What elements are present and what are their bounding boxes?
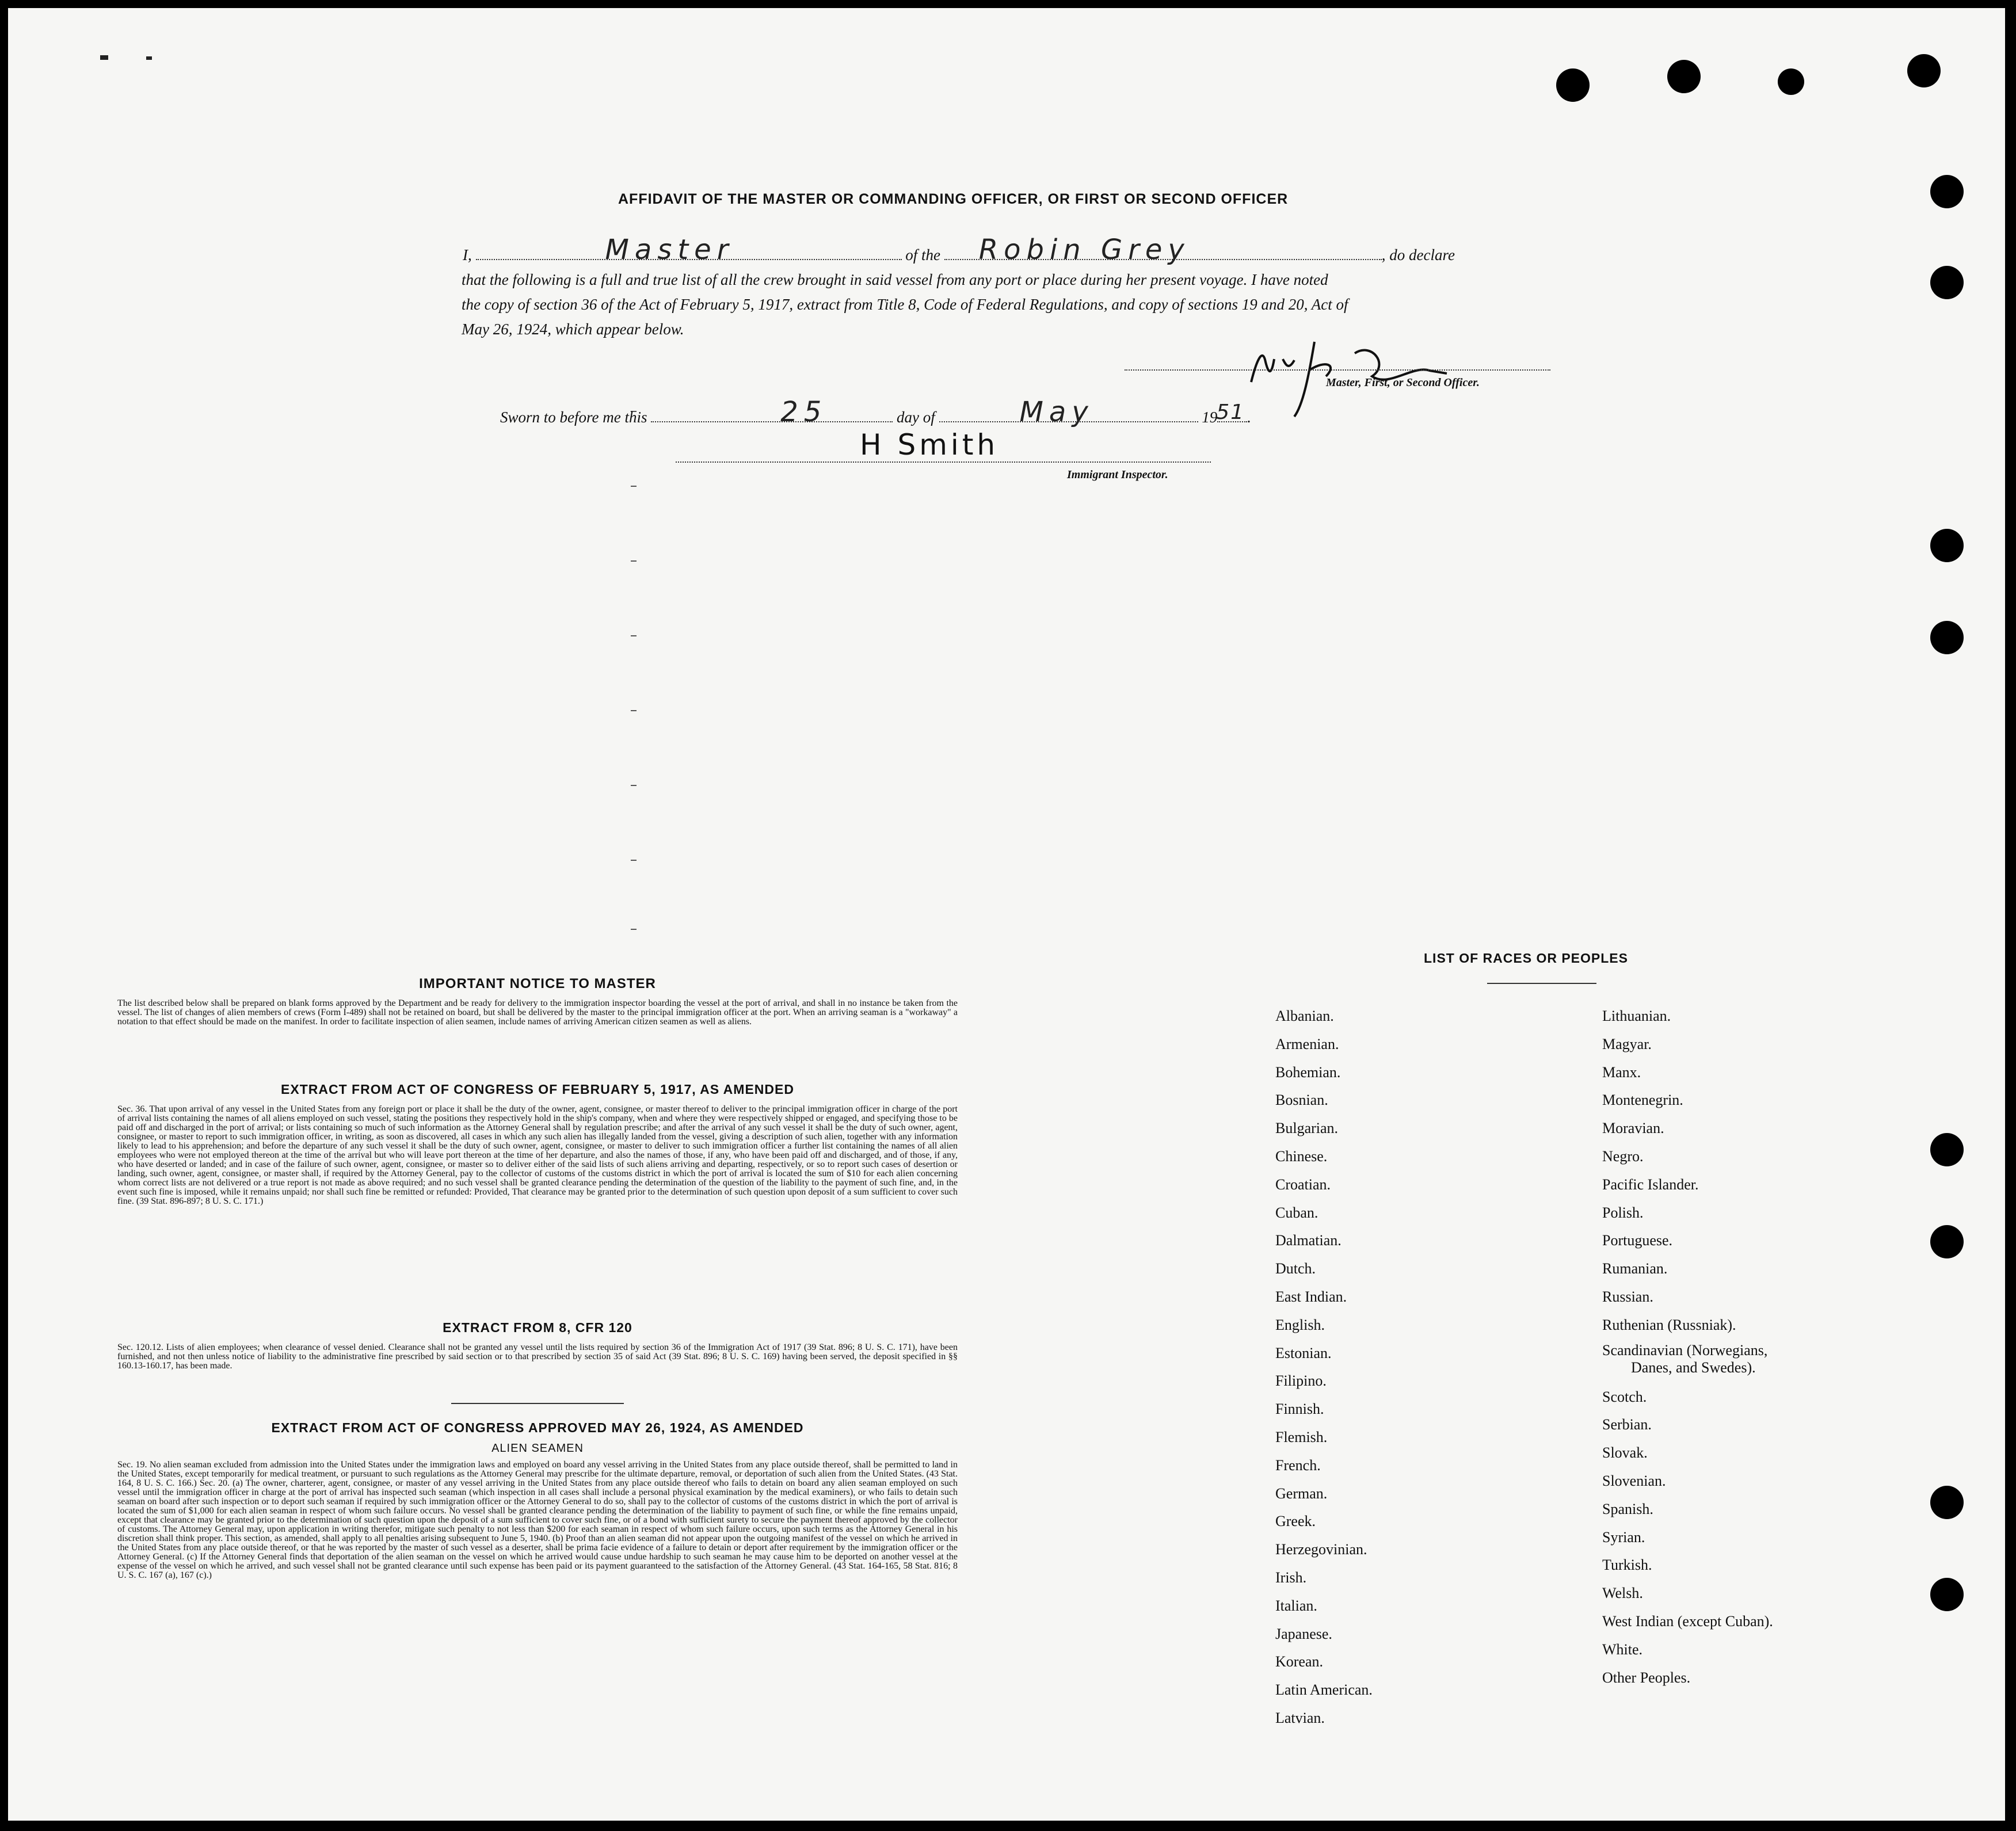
race-item: Manx.: [1602, 1063, 1641, 1081]
race-item: Korean.: [1275, 1653, 1324, 1670]
race-item: Montenegrin.: [1602, 1092, 1683, 1109]
race-item: Portuguese.: [1602, 1232, 1673, 1249]
cfr-120-title: EXTRACT FROM 8, CFR 120: [443, 1320, 632, 1335]
race-item: Slovenian.: [1602, 1472, 1666, 1489]
sworn-day-field[interactable]: [651, 396, 893, 428]
race-item: Irish.: [1275, 1569, 1307, 1586]
i-label: I,: [463, 246, 472, 264]
sworn-month-handwriting: May: [1019, 396, 1094, 428]
extract-1917-text: Sec. 36. That upon arrival of any vessel in the United States from any foreign port or place it shall be the duty of the owner, agent, consignee, or master thereof to deliver to the principal immigration officer in charge of the port of arrival lists containing the names of all aliens employed on such vessel, stating the positions they respectively hold in the ship's company, when and where they were respectively shipped or engaged, and specifying those to be paid off and discharged in the port of arrival; or lists containing so much of such information as the Attorney General shall by regulation prescribe; and after the arrival of any such vessel it shall be the duty of such owner, agent, consignee, or master to report to such immigration officer, in writing, as soon as discovered, all cases in which any such alien has illegally landed from the vessel, giving a description of such alien, together with any information likely to lead to his apprehension; and before the departure of any such vessel it shall be the duty of such owner, agent, consignee, or master to deliver to such immigration officer a further list containing the names of all alien employees who were not employed thereon at the time of the arrival but who will leave port thereon at the time of her departure, and also the names of those, if any, who have been paid off and discharged, and of those, if any, who have deserted or landed; and in case of the failure of such owner, agent, consignee, or master so to deliver either of the said lists of such aliens arriving and departing, respectively, or so to report such cases of desertion or landing, such owner, agent, consignee, or master shall, if required by the Attorney General, pay to the collector of customs of the customs district in which the port of arrival is located the sum of $10 for each alien concerning whom correct lists are not delivered or a true report is not made as above required; and no such vessel shall be granted clearance pending the determination of the question of the liability to the payment of such fine, and, in the event such fine is imposed, while it remains unpaid; nor shall such fine be remitted or refunded: Provided, That clearance may be granted prior to the determination of such question upon deposit of a sum sufficient to cover such fine. (39 Stat. 896-897; 8 U. S. C. 171.): [117, 1104, 958, 1206]
punch-hole: [1556, 68, 1590, 102]
document-page: [8, 8, 2005, 1821]
extract-1924-title: EXTRACT FROM ACT OF CONGRESS APPROVED MAY 26, 1924, AS AMENDED: [271, 1420, 804, 1435]
punch-hole: [1667, 60, 1701, 93]
master-name-field[interactable]: [476, 234, 902, 266]
master-signature: [1240, 307, 1504, 422]
race-item: West Indian (except Cuban).: [1602, 1612, 1773, 1630]
race-item: Spanish.: [1602, 1500, 1653, 1517]
punch-hole: [1907, 54, 1941, 87]
sworn-year-field[interactable]: [1216, 400, 1247, 424]
race-item: Greek.: [1275, 1513, 1316, 1530]
race-item: English.: [1275, 1316, 1325, 1333]
race-item: Ruthenian (Russniak).: [1602, 1316, 1736, 1333]
sworn-line: [500, 396, 1251, 430]
race-item: Dutch.: [1275, 1260, 1316, 1277]
inspector-signature-line: [676, 461, 1211, 463]
master-signature-caption: Master, First, or Second Officer.: [1326, 376, 1480, 389]
inspector-caption: Immigrant Inspector.: [1067, 468, 1168, 481]
races-left-column: [1275, 1002, 1373, 1733]
margin-dash: [631, 486, 637, 487]
race-item: Estonian.: [1275, 1344, 1332, 1361]
affidavit-title: AFFIDAVIT OF THE MASTER OR COMMANDING OFFICER, OR FIRST OR SECOND OFFICER: [618, 191, 1289, 207]
race-item: Flemish.: [1275, 1428, 1328, 1445]
race-item: Pacific Islander.: [1602, 1176, 1699, 1193]
vessel-name-field[interactable]: [944, 234, 1382, 266]
margin-dash: [631, 560, 637, 562]
race-item: Slovak.: [1602, 1444, 1648, 1462]
punch-hole: [1930, 1133, 1964, 1166]
race-item: Serbian.: [1602, 1416, 1652, 1433]
race-item: Lithuanian.: [1602, 1008, 1671, 1024]
day-of-label: day of: [897, 409, 935, 426]
race-item: Magyar.: [1602, 1035, 1652, 1052]
race-item: Bosnian.: [1275, 1092, 1328, 1109]
cfr-120-text: Sec. 120.12. Lists of alien employees; when clearance of vessel denied. Clearance shall not be granted any vessel until the lists required by section 36 of the Immigration Act of 1917 (39 Stat. 896; 8 U. S. C. 171), have been furnished, and not then unless notice of liability to the administrative fine prescribed by said section or to that prescribed by section 35 of said Act (39 Stat. 896; 8 U. S. C. 169) having been served, the deposit specified in §§ 160.13-160.17, has been made.: [117, 1342, 958, 1371]
race-item: Italian.: [1275, 1597, 1317, 1614]
race-item: Croatian.: [1275, 1176, 1331, 1193]
race-item: Cuban.: [1275, 1204, 1318, 1221]
scan-mark: [100, 55, 108, 60]
extract-1924-subtitle: ALIEN SEAMEN: [491, 1442, 584, 1455]
punch-hole: [1930, 1578, 1964, 1611]
race-item: Bulgarian.: [1275, 1120, 1339, 1137]
race-item: Chinese.: [1275, 1147, 1328, 1165]
race-item: Scotch.: [1602, 1388, 1647, 1405]
race-item: Russian.: [1602, 1288, 1653, 1305]
race-item: Armenian.: [1275, 1035, 1339, 1052]
race-item: German.: [1275, 1485, 1328, 1502]
race-item: Bohemian.: [1275, 1063, 1341, 1081]
do-declare-label: , do declare: [1381, 246, 1455, 264]
notice-text: The list described below shall be prepared on blank forms approved by the Department and be ready for delivery to the immigration inspector boarding the vessel at the port of arrival, and shall in no instance be taken from the vessel. The list of changes of alien members of crews (Form I-489) shall not be retained on board, but shall be delivered by the master to the principal immigration officer at the port. When an arriving seaman is a "workaway" a notation to that effect should be made on the manifest. In order to facilitate inspection of alien seamen, include names of arriving American citizen seamen as well as aliens.: [117, 998, 958, 1027]
year-prefix: 19: [1202, 409, 1218, 426]
race-item: Japanese.: [1275, 1625, 1332, 1642]
extract-1917-title: EXTRACT FROM ACT OF CONGRESS OF FEBRUARY 5, 1917, AS AMENDED: [281, 1082, 794, 1097]
race-item: Dalmatian.: [1275, 1232, 1342, 1249]
race-item: Welsh.: [1602, 1585, 1643, 1602]
extract-1924-text: Sec. 19. No alien seaman excluded from admission into the United States under the immigration laws and employed on board any vessel arriving in the United States from any place outside thereof, shall be permitted to land in the United States, except temporarily for medical treatment, or pursuant to such regulations as the Attorney General may prescribe for the ultimate departure, removal, or deportation of such alien from the United States. (43 Stat. 164, 8 U. S. C. 166.) Sec. 20. (a) The owner, charterer, agent, consignee, or master of any vessel arriving in the United States from any place outside thereof who fails to detain on board any alien seaman employed on such vessel until the immigration officer in charge at the port of arrival has inspected such seaman (which inspection in all cases shall include a personal physical examination by the medical examiners), or who fails to detain such seaman on board after such inspection or to deport such seaman if required by such immigration officer or the Attorney General to do so, shall pay to the collector of customs of the customs district in which the port of arrival is located the sum of $1,000 for each alien seaman in respect of whom such failure occurs. No vessel shall be granted clearance pending the determination of the liability to payment of such fine, or while the fine remains unpaid, except that clearance may be granted prior to the determination of such question upon the deposit of a sum sufficient to cover such fine, or of a bond with sufficient surety to secure the payment thereof approved by the collector of customs. The Attorney General may, upon application in writing therefor, mitigate such penalty to not less than $200 for each seaman in respect of whom such failure occurs, upon such terms as the Attorney General in his discretion shall think proper. This section, as amended, shall apply to all penalties arising subsequent to June 5, 1940. (b) Proof than an alien seaman did not appear upon the outgoing manifest of the vessel on which he arrived in the United States from any place outside thereof, or that he was reported by the master of such vessel as a deserter, shall be prima facie evidence of a failure to detain or deport after requirement by the immigration officer or the Attorney General. (c) If the Attorney General finds that deportation of the alien seaman on the vessel on which he arrived would cause undue hardship to such seaman he may cause him to be deported on another vessel at the expense of the vessel on which he arrived, and such vessel shall not be granted clearance until such expense has been paid or its payment guaranteed to the satisfaction of the Attorney General. (43 Stat. 164-165, 58 Stat. 816; 8 U. S. C. 167 (a), 167 (c).): [117, 1460, 958, 1580]
punch-hole: [1930, 1486, 1964, 1519]
master-name-handwriting: Master: [605, 234, 734, 266]
race-item: Other Peoples.: [1602, 1669, 1691, 1686]
sworn-label: Sworn to before me this: [500, 409, 647, 426]
races-right-column: [1602, 1002, 1773, 1692]
margin-dash: [631, 635, 637, 636]
sworn-month-field[interactable]: [939, 396, 1198, 428]
race-item: White.: [1602, 1641, 1643, 1658]
of-the-label: of the: [905, 246, 940, 264]
affidavit-line1: [463, 234, 1568, 268]
race-item: Latvian.: [1275, 1709, 1325, 1726]
punch-hole: [1930, 266, 1964, 299]
punch-hole: [1930, 1225, 1964, 1258]
race-item: French.: [1275, 1456, 1321, 1474]
race-item: Filipino.: [1275, 1372, 1327, 1390]
sworn-year-handwriting: 51: [1216, 400, 1245, 424]
margin-dash: [631, 860, 637, 861]
affidavit-line2: that the following is a full and true list of all the crew brought in said vessel from any port or place during her present voyage. I have noted: [462, 271, 1328, 288]
margin-dash: [631, 785, 637, 786]
vessel-name-handwriting: Robin Grey: [978, 234, 1190, 266]
races-title-rule: [1487, 983, 1596, 984]
race-item: Syrian.: [1602, 1528, 1645, 1546]
notice-title: IMPORTANT NOTICE TO MASTER: [419, 976, 656, 991]
punch-hole: [1930, 175, 1964, 208]
race-item: Turkish.: [1602, 1557, 1652, 1574]
race-item: Moravian.: [1602, 1120, 1664, 1137]
race-item: East Indian.: [1275, 1288, 1347, 1305]
margin-dash: [631, 929, 637, 930]
section-divider: [451, 1403, 624, 1404]
race-item: Polish.: [1602, 1204, 1644, 1221]
punch-hole: [1930, 621, 1964, 654]
race-item: Scandinavian (Norwegians,: [1602, 1341, 1768, 1359]
race-item: Latin American.: [1275, 1681, 1373, 1699]
margin-dash: [631, 710, 637, 711]
punch-hole: [1930, 529, 1964, 562]
race-item: Finnish.: [1275, 1401, 1324, 1418]
inspector-signature: H Smith: [860, 428, 999, 461]
affidavit-line4: May 26, 1924, which appear below.: [462, 321, 684, 338]
race-item: Albanian.: [1275, 1008, 1334, 1024]
master-signature-line: [1125, 369, 1550, 371]
race-item: Negro.: [1602, 1147, 1644, 1165]
scan-mark: [146, 56, 152, 60]
races-title: LIST OF RACES OR PEOPLES: [1424, 951, 1628, 966]
race-item: Rumanian.: [1602, 1260, 1668, 1277]
race-item: Herzegovinian.: [1275, 1541, 1367, 1558]
race-item: Danes, and Swedes).: [1631, 1359, 1756, 1376]
sworn-day-handwriting: 25: [780, 396, 828, 428]
punch-hole: [1778, 68, 1804, 95]
affidavit-line3: the copy of section 36 of the Act of February 5, 1917, extract from Title 8, Code of Federal Regulations, and copy of sections 19 and 20, Act of: [462, 296, 1348, 313]
year-suffix: .: [1247, 409, 1251, 426]
